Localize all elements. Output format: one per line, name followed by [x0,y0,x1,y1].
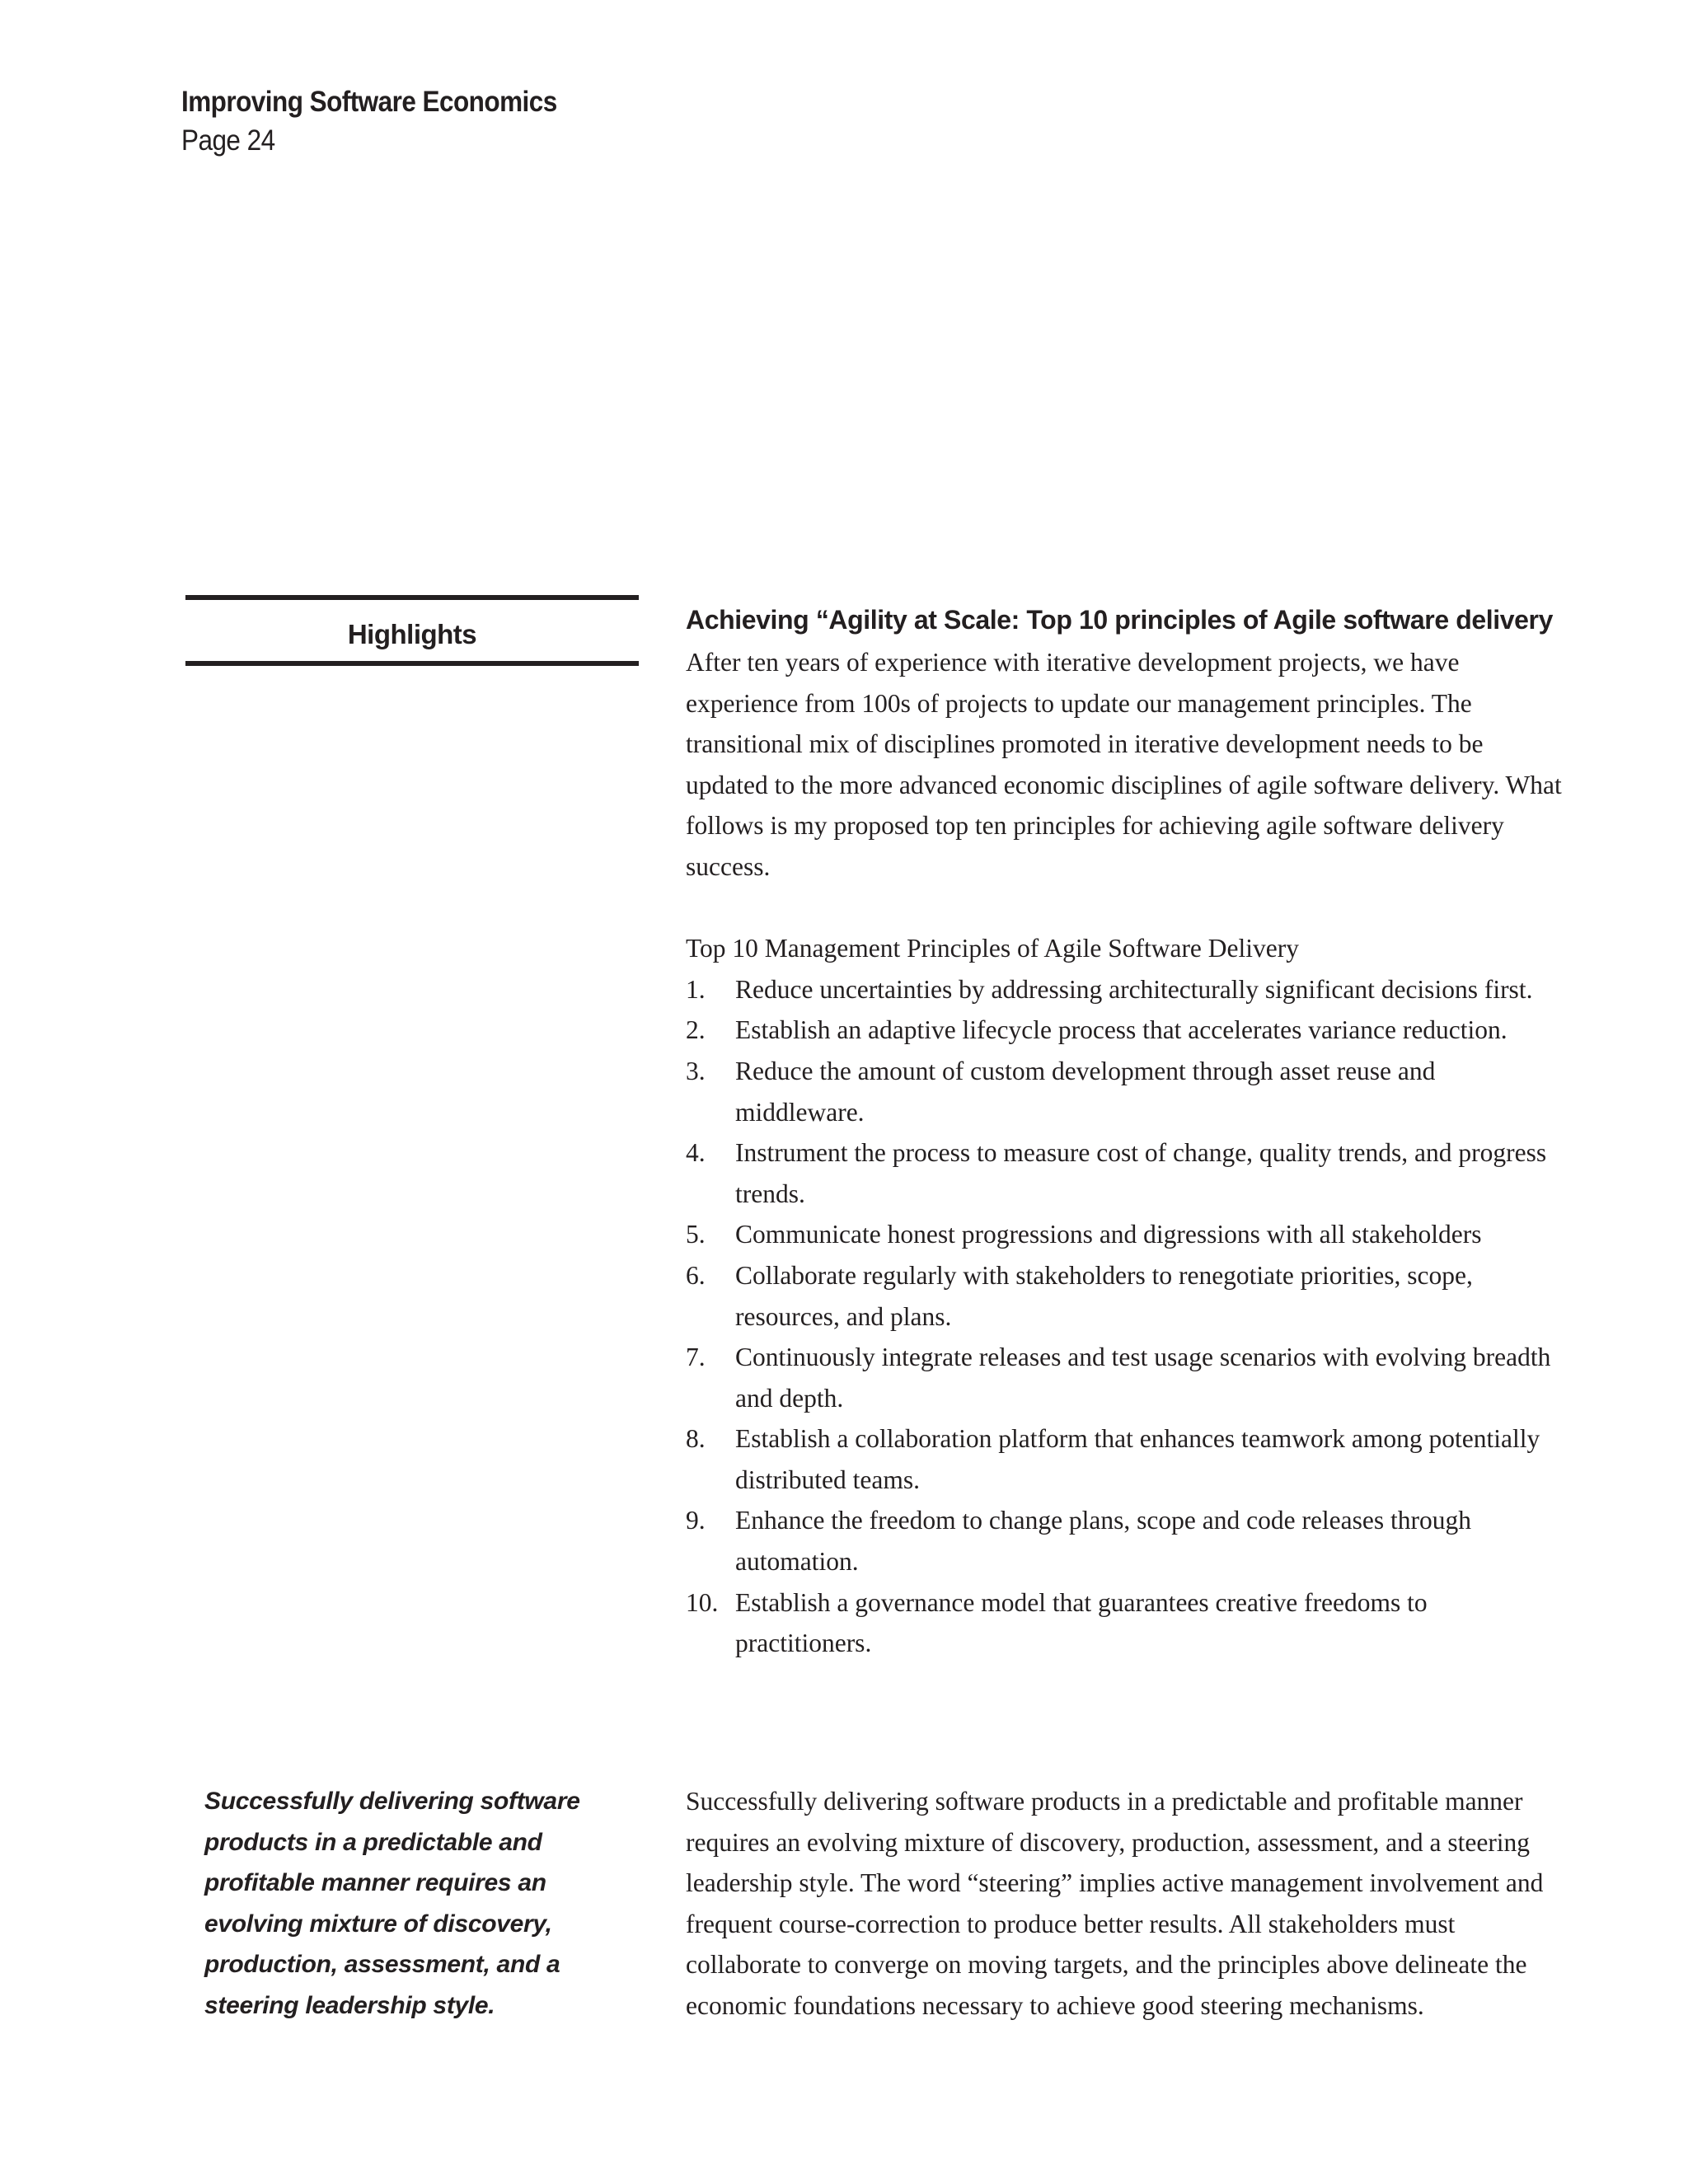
list-item-text: Establish an adaptive lifecycle process that accelerates variance reduction. [735,1015,1507,1045]
list-item-text: Collaborate regularly with stakeholders to renegotiate priorities, scope, resources, and plans. [735,1260,1473,1331]
pull-quote: Successfully delivering software products in a predictable and profitable manner requires an evolving mixture of discovery, production, assessment, and a steering leadership style. [204,1788,580,2019]
principles-list [686,969,1568,1664]
page-number: Page 24 [181,124,275,157]
list-item-text: Reduce uncertainties by addressing architecturally significant decisions first. [735,974,1533,1004]
list-item [686,1214,1568,1255]
list-item-text: Reduce the amount of custom development through asset reuse and middleware. [735,1056,1436,1127]
highlights-label: Highlights [347,619,477,649]
list-item [686,1255,1568,1337]
list-item-number: 8. [686,1424,706,1454]
list-item [686,1132,1568,1214]
list-item-number: 1. [686,974,706,1004]
list-item [686,969,1568,1010]
highlights-box [185,595,639,666]
paragraph-spacer [686,888,1568,929]
list-item-text: Continuously integrate releases and test usage scenarios with evolving breadth and depth. [735,1343,1551,1413]
page-header [181,82,598,160]
document-title: Improving Software Economics [181,86,557,118]
principles-list-title: Top 10 Management Principles of Agile Software Delivery [686,934,1299,963]
list-item-number: 2. [686,1015,706,1045]
list-item-text: Instrument the process to measure cost of change, quality trends, and progress trends. [735,1138,1547,1208]
list-item [686,1500,1568,1582]
list-item-text: Enhance the freedom to change plans, scope and code releases through automation. [735,1506,1472,1577]
list-item [686,1418,1568,1500]
list-item-text: Establish a collaboration platform that enhances teamwork among potentially distributed teams. [735,1424,1540,1494]
main-column [686,602,1568,1664]
section-heading: Achieving “Agility at Scale: Top 10 principles of Agile software delivery [686,605,1553,635]
list-item [686,1582,1568,1664]
list-item-number: 3. [686,1056,706,1085]
intro-paragraph: After ten years of experience with iterative development projects, we have experience from 100s of projects to update our management principles. The transitional mix of disciplines promoted in iterative development needs to be updated to the more advanced economic disciplines of agile software delivery. What follows is my proposed top ten principles for achieving agile software delivery success. [686,648,1562,881]
list-item-number: 7. [686,1343,706,1372]
list-item [686,1051,1568,1132]
list-item [686,1010,1568,1051]
list-item-number: 4. [686,1138,706,1168]
list-item-number: 10. [686,1587,719,1617]
list-item-text: Establish a governance model that guarantees creative freedoms to practitioners. [735,1587,1428,1658]
closing-paragraph: Successfully delivering software products in a predictable and profitable manner requires an evolving mixture of discovery, production, assessment, and a steering leadership style. The word “steering” implies active management involvement and frequent course-correction to produce better results. All stakeholders must collaborate to converge on moving targets, and the principles above delineate the economic foundations necessary to achieve good steering mechanisms. [686,1787,1544,2020]
list-item-number: 5. [686,1220,706,1249]
list-item-number: 6. [686,1260,706,1290]
list-item-number: 9. [686,1506,706,1535]
list-item-text: Communicate honest progressions and digressions with all stakeholders [735,1220,1482,1249]
list-item [686,1337,1568,1418]
